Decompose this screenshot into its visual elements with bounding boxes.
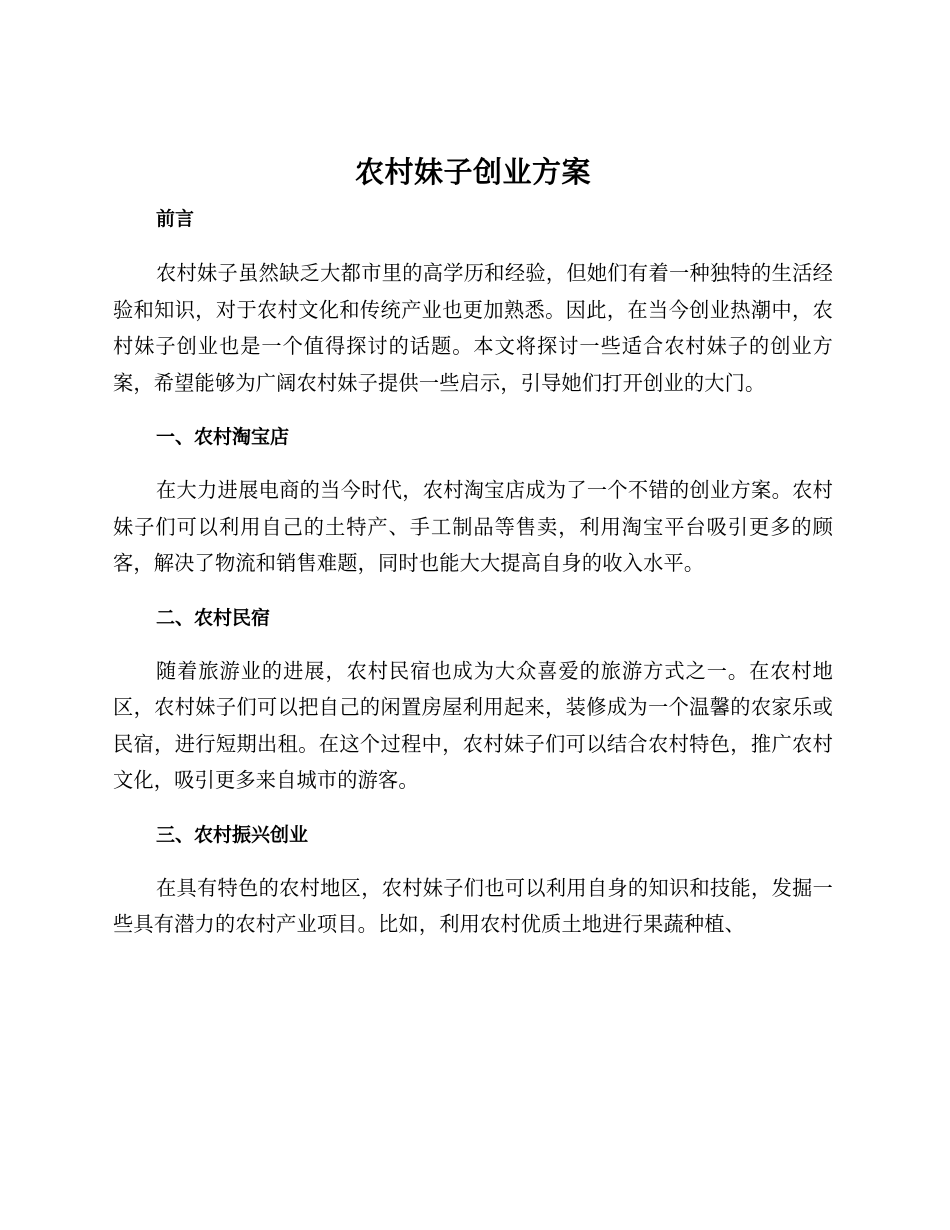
section-1-paragraph: 在大力进展电商的当今时代，农村淘宝店成为了一个不错的创业方案。农村妹子们可以利用自己的土特产、手工制品等售卖，利用淘宝平台吸引更多的顾客，解决了物流和销售难题，同时也能大大提高自身的收入水平。 (113, 478, 833, 575)
document-title: 农村妹子创业方案 (354, 155, 591, 189)
document-body (113, 150, 833, 943)
intro-paragraph: 农村妹子虽然缺乏大都市里的高学历和经验，但她们有着一种独特的生活经验和知识，对于农村文化和传统产业也更加熟悉。因此，在当今创业热潮中，农村妹子创业也是一个值得探讨的话题。本文将探讨一些适合农村妹子的创业方案，希望能够为广阔农村妹子提供一些启示，引导她们打开创业的大门。 (113, 261, 833, 395)
section-3-heading: 三、农村振兴创业 (156, 823, 309, 846)
section-2-paragraph: 随着旅游业的进展，农村民宿也成为大众喜爱的旅游方式之一。在农村地区，农村妹子们可以把自己的闲置房屋利用起来，装修成为一个温馨的农家乐或民宿，进行短期出租。在这个过程中，农村妹子们可以结合农村特色，推广农村文化，吸引更多来自城市的游客。 (113, 658, 833, 792)
section-1-heading: 一、农村淘宝店 (156, 426, 290, 448)
section-2-heading: 二、农村民宿 (156, 606, 271, 629)
section-3-paragraph: 在具有特色的农村地区，农村妹子们也可以利用自身的知识和技能，发掘一些具有潜力的农村产业项目。比如，利用农村优质土地进行果蔬种植、 (113, 875, 833, 936)
intro-heading: 前言 (156, 208, 195, 230)
